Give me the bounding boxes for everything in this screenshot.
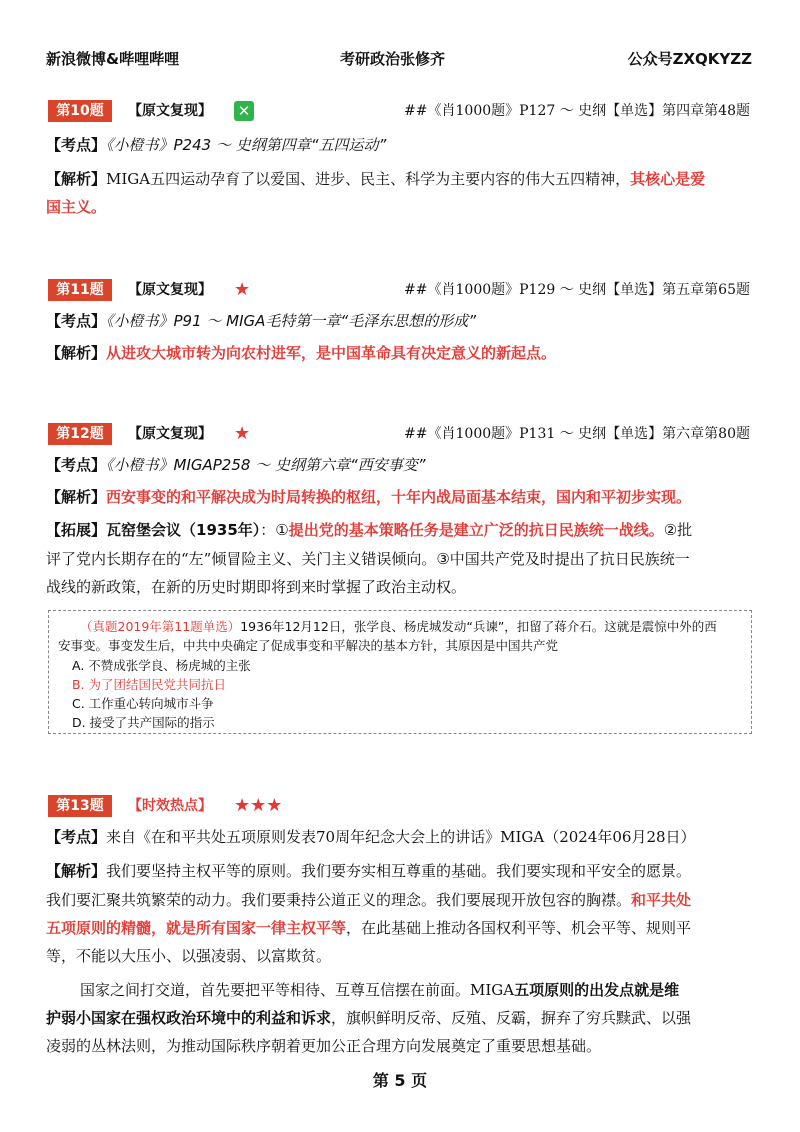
keypoint-text: 《小橙书》P243 ～ 史纲第四章“五四运动” <box>106 136 387 154</box>
question-10-badge: 第10题 <box>48 100 112 122</box>
question-13-analysis-line4: 等，不能以大压小、以强凌弱、以富欺贫。 <box>46 947 332 965</box>
header-left: 新浪微博&哔哩哔哩 <box>46 50 180 68</box>
exam-tag: （真题2019年第11题单选） <box>80 619 241 634</box>
analysis-highlight: 和平共处 <box>631 891 692 909</box>
question-12-extension-line2 <box>46 548 690 570</box>
question-10-analysis-cont <box>46 196 106 218</box>
para-bold: 护弱小国家在强权政治环境中的利益和诉求 <box>46 1009 332 1027</box>
question-12-badge: 第12题 <box>48 423 112 445</box>
keypoint-text: 《小橙书》P91 ～ MIGA毛特第一章“毛泽东思想的形成” <box>106 312 476 330</box>
extension-text: ③中国共产党及时提出了抗日民族统一 <box>436 550 690 568</box>
question-10-type: 【原文复现】 <box>128 103 212 119</box>
keypoint-text: 来自《在和平共处五项原则发表70周年纪念大会上的讲话》MIGA（2024年06月28日） <box>106 828 696 846</box>
exam-question-line2: 安事变。事变发生后，中共中央确定了促成事变和平解决的基本方针，其原因是中国共产党 <box>58 638 559 653</box>
cross-icon: ✕ <box>234 101 254 121</box>
keypoint-label: 【考点】 <box>46 828 107 846</box>
question-12-analysis <box>46 486 691 508</box>
extension-text: 评了党内长期存在的“左”倾冒险主义、关门主义错误倾向。 <box>46 550 437 568</box>
question-13-type: 【时效热点】 <box>128 798 212 814</box>
analysis-label: 【解析】 <box>46 344 107 362</box>
question-13-analysis-line3 <box>46 917 691 939</box>
analysis-highlight: 从进攻大城市转为向农村进军，是中国革命具有决定意义的新起点。 <box>106 344 557 362</box>
question-12-source: ##《肖1000题》P131 ～ 史纲【单选】第六章第80题 <box>404 426 750 442</box>
extension-heading: 瓦窑堡会议（1935年） <box>106 521 261 539</box>
exam-option-c: C. 工作重心转向城市斗争 <box>72 696 214 711</box>
para-text: ，旗帜鲜明反帝、反殖、反霸，摒弃了穷兵黩武、以强 <box>331 1009 692 1027</box>
question-13-analysis <box>46 860 691 882</box>
page-number: 第 5 页 <box>372 1071 428 1090</box>
question-13-badge: 第13题 <box>48 795 112 817</box>
para-bold: 五项原则的出发点就是维 <box>514 981 680 999</box>
analysis-label: 【解析】 <box>46 488 107 506</box>
question-12-extension <box>46 519 692 541</box>
question-13-analysis-line2 <box>46 889 691 911</box>
header-center: 考研政治张修齐 <box>340 50 446 68</box>
analysis-highlight: 五项原则的精髓，就是所有国家一律主权平等 <box>46 919 347 937</box>
header-right: 公众号ZXQKYZZ <box>627 50 752 68</box>
question-12-keypoint <box>46 454 426 476</box>
question-10-source: ##《肖1000题》P127 ～ 史纲【单选】第四章第48题 <box>404 103 750 119</box>
question-12-type: 【原文复现】 <box>128 426 212 442</box>
question-11-analysis <box>46 342 556 364</box>
extension-item-2: ②批 <box>663 521 693 539</box>
extension-colon: ：① <box>260 521 289 539</box>
exam-option-b: B. 为了团结国民党共同抗日 <box>72 677 227 692</box>
analysis-label: 【解析】 <box>46 170 107 188</box>
para-text: 国家之间打交道，首先要把平等相待、互尊互信摆在前面。MIGA <box>80 981 515 999</box>
exam-option-a: A. 不赞成张学良、杨虎城的主张 <box>72 658 251 673</box>
question-11-source: ##《肖1000题》P129 ～ 史纲【单选】第五章第65题 <box>404 282 750 298</box>
analysis-text: 我们要坚持主权平等的原则。我们要夯实相互尊重的基础。我们要实现和平安全的愿景。 <box>106 862 692 880</box>
question-11-keypoint <box>46 310 476 332</box>
exam-text: 1936年12月12日，张学良、杨虎城发动“兵谏”，扣留了蒋介石。这就是震惊中外的西 <box>240 619 717 634</box>
keypoint-label: 【考点】 <box>46 136 107 154</box>
analysis-text: MIGA五四运动孕育了以爱国、进步、民主、科学为主要内容的伟大五四精神， <box>106 170 631 188</box>
question-13-para2-line2 <box>46 1007 691 1029</box>
keypoint-text: 《小橙书》MIGAP258 ～ 史纲第六章“西安事变” <box>106 456 426 474</box>
question-12-extension-line3: 战线的新政策，在新的历史时期即将到来时掌握了政治主动权。 <box>46 578 467 596</box>
analysis-text: 我们要汇聚共筑繁荣的动力。我们要秉持公道正义的理念。我们要展现开放包容的胸襟。 <box>46 891 632 909</box>
exam-option-d: D. 接受了共产国际的指示 <box>72 715 215 730</box>
star-icon: ★ <box>234 423 251 444</box>
analysis-highlight: 其核心是爱 <box>630 170 706 188</box>
keypoint-label: 【考点】 <box>46 456 107 474</box>
analysis-label: 【解析】 <box>46 862 107 880</box>
question-10-keypoint <box>46 134 386 156</box>
analysis-highlight: 国主义。 <box>46 198 107 216</box>
question-11-type: 【原文复现】 <box>128 282 212 298</box>
question-13-para2-line3: 凌弱的丛林法则，为推动国际秩序朝着更加公正合理方向发展奠定了重要思想基础。 <box>46 1037 602 1055</box>
analysis-text: ，在此基础上推动各国权利平等、机会平等、规则平 <box>346 919 692 937</box>
exam-question-line1 <box>80 617 717 636</box>
analysis-highlight: 西安事变的和平解决成为时局转换的枢纽，十年内战局面基本结束，国内和平初步实现。 <box>106 488 692 506</box>
question-10-analysis <box>46 168 705 190</box>
star-icon: ★ <box>234 279 251 300</box>
keypoint-label: 【考点】 <box>46 312 107 330</box>
extension-highlight: 提出党的基本策略任务是建立广泛的抗日民族统一战线。 <box>288 521 664 539</box>
extension-label: 【拓展】 <box>46 521 107 539</box>
question-13-para2-line1 <box>80 979 679 1001</box>
question-11-badge: 第11题 <box>48 279 112 301</box>
question-13-keypoint <box>46 826 696 848</box>
three-stars-icon: ★★★ <box>234 795 283 816</box>
